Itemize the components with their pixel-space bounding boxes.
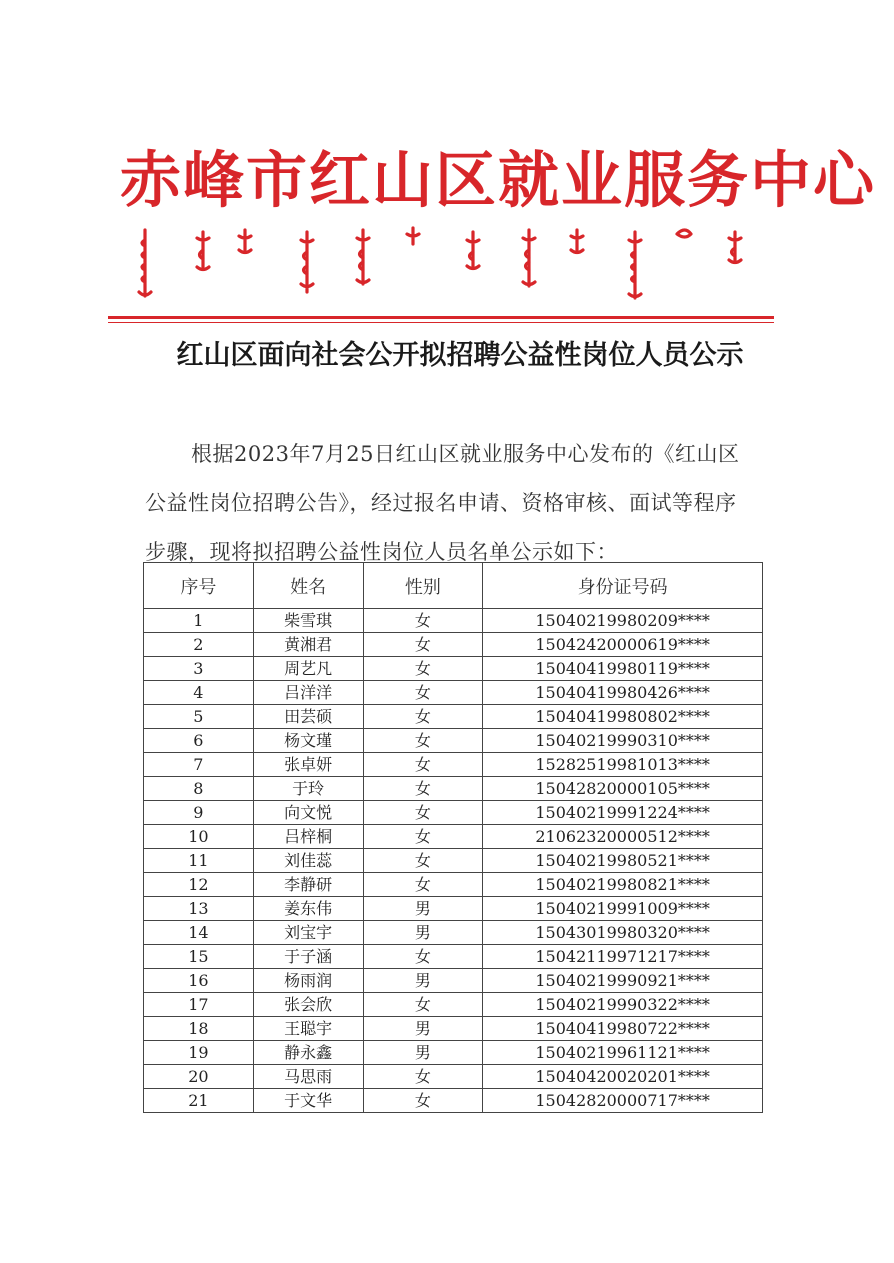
- personnel-table: [143, 562, 763, 1113]
- cell-id-number: 21062320000512****: [483, 825, 763, 849]
- cell-id-number: 15040219990310****: [483, 729, 763, 753]
- table-row: [144, 993, 763, 1017]
- cell-index: 16: [144, 969, 254, 993]
- table-row: [144, 849, 763, 873]
- table-row: [144, 897, 763, 921]
- table-row: [144, 969, 763, 993]
- mongolian-script-logo: [125, 222, 765, 302]
- cell-id-number: 15040219980521****: [483, 849, 763, 873]
- table-body: [144, 609, 763, 1113]
- cell-index: 1: [144, 609, 254, 633]
- cell-gender: 女: [363, 705, 483, 729]
- intro-paragraph: [145, 430, 785, 577]
- cell-id-number: 15040219991224****: [483, 801, 763, 825]
- cell-name: 杨文瑾: [253, 729, 363, 753]
- cell-name: 于子涵: [253, 945, 363, 969]
- cell-index: 19: [144, 1041, 254, 1065]
- cell-id-number: 15042820000717****: [483, 1089, 763, 1113]
- cell-name: 杨雨润: [253, 969, 363, 993]
- cell-gender: 男: [363, 1041, 483, 1065]
- cell-id-number: 15042820000105****: [483, 777, 763, 801]
- cell-index: 15: [144, 945, 254, 969]
- cell-id-number: 15040419980426****: [483, 681, 763, 705]
- table-row: [144, 777, 763, 801]
- header-index: 序号: [144, 563, 254, 609]
- cell-index: 20: [144, 1065, 254, 1089]
- cell-name: 李静研: [253, 873, 363, 897]
- table-row: [144, 729, 763, 753]
- cell-name: 张会欣: [253, 993, 363, 1017]
- cell-id-number: 15043019980320****: [483, 921, 763, 945]
- cell-id-number: 15042420000619****: [483, 633, 763, 657]
- cell-index: 7: [144, 753, 254, 777]
- cell-index: 2: [144, 633, 254, 657]
- cell-index: 9: [144, 801, 254, 825]
- cell-name: 王聪宇: [253, 1017, 363, 1041]
- cell-gender: 女: [363, 729, 483, 753]
- cell-id-number: 15040219991009****: [483, 897, 763, 921]
- cell-id-number: 15040420020201****: [483, 1065, 763, 1089]
- table-row: [144, 1041, 763, 1065]
- cell-name: 向文悦: [253, 801, 363, 825]
- intro-line: 根据2023年7月25日红山区就业服务中心发布的《红山区: [191, 442, 740, 466]
- cell-name: 柴雪琪: [253, 609, 363, 633]
- cell-index: 11: [144, 849, 254, 873]
- cell-gender: 女: [363, 681, 483, 705]
- cell-gender: 女: [363, 633, 483, 657]
- cell-gender: 女: [363, 849, 483, 873]
- cell-name: 于文华: [253, 1089, 363, 1113]
- cell-name: 黄湘君: [253, 633, 363, 657]
- table-row: [144, 681, 763, 705]
- table-row: [144, 801, 763, 825]
- cell-name: 于玲: [253, 777, 363, 801]
- cell-gender: 女: [363, 1089, 483, 1113]
- cell-name: 静永鑫: [253, 1041, 363, 1065]
- letterhead-org-name: 赤峰市红山区就业服务中心: [120, 145, 877, 216]
- cell-index: 17: [144, 993, 254, 1017]
- table-row: [144, 825, 763, 849]
- cell-gender: 女: [363, 873, 483, 897]
- cell-index: 18: [144, 1017, 254, 1041]
- cell-index: 3: [144, 657, 254, 681]
- cell-id-number: 15040419980722****: [483, 1017, 763, 1041]
- header-gender: 性别: [363, 563, 483, 609]
- cell-index: 5: [144, 705, 254, 729]
- table-row: [144, 1089, 763, 1113]
- cell-id-number: 15040219990921****: [483, 969, 763, 993]
- header-id-number: 身份证号码: [483, 563, 763, 609]
- cell-index: 10: [144, 825, 254, 849]
- cell-index: 13: [144, 897, 254, 921]
- cell-index: 12: [144, 873, 254, 897]
- cell-index: 14: [144, 921, 254, 945]
- cell-name: 马思雨: [253, 1065, 363, 1089]
- intro-line: 步骤，现将拟招聘公益性岗位人员名单公示如下：: [145, 540, 618, 564]
- cell-gender: 女: [363, 993, 483, 1017]
- cell-index: 4: [144, 681, 254, 705]
- letterhead-divider-thick: [108, 316, 774, 319]
- cell-gender: 女: [363, 825, 483, 849]
- cell-gender: 男: [363, 921, 483, 945]
- intro-line: 公益性岗位招聘公告》，经过报名申请、资格审核、面试等程序: [145, 491, 737, 515]
- cell-name: 张卓妍: [253, 753, 363, 777]
- cell-gender: 女: [363, 753, 483, 777]
- cell-gender: 女: [363, 801, 483, 825]
- cell-gender: 女: [363, 777, 483, 801]
- cell-id-number: 15040219980821****: [483, 873, 763, 897]
- cell-name: 吕洋洋: [253, 681, 363, 705]
- cell-id-number: 15040419980119****: [483, 657, 763, 681]
- cell-index: 6: [144, 729, 254, 753]
- table-row: [144, 753, 763, 777]
- cell-id-number: 15042119971217****: [483, 945, 763, 969]
- cell-name: 周艺凡: [253, 657, 363, 681]
- table-row: [144, 873, 763, 897]
- document-title: 红山区面向社会公开拟招聘公益性岗位人员公示: [176, 340, 744, 371]
- cell-gender: 男: [363, 897, 483, 921]
- table-row: [144, 945, 763, 969]
- cell-name: 姜东伟: [253, 897, 363, 921]
- letterhead-divider-thin: [108, 322, 774, 323]
- cell-id-number: 15282519981013****: [483, 753, 763, 777]
- cell-id-number: 15040219980209****: [483, 609, 763, 633]
- cell-id-number: 15040419980802****: [483, 705, 763, 729]
- table-row: [144, 633, 763, 657]
- cell-gender: 男: [363, 1017, 483, 1041]
- cell-name: 刘宝宇: [253, 921, 363, 945]
- table-row: [144, 1017, 763, 1041]
- cell-name: 田芸硕: [253, 705, 363, 729]
- cell-gender: 男: [363, 969, 483, 993]
- table-row: [144, 705, 763, 729]
- table-row: [144, 1065, 763, 1089]
- header-name: 姓名: [253, 563, 363, 609]
- cell-name: 吕梓桐: [253, 825, 363, 849]
- cell-gender: 女: [363, 1065, 483, 1089]
- table-header-row: [144, 563, 763, 609]
- cell-gender: 女: [363, 657, 483, 681]
- cell-id-number: 15040219961121****: [483, 1041, 763, 1065]
- cell-index: 21: [144, 1089, 254, 1113]
- table-row: [144, 609, 763, 633]
- cell-gender: 女: [363, 609, 483, 633]
- table-row: [144, 921, 763, 945]
- cell-index: 8: [144, 777, 254, 801]
- cell-gender: 女: [363, 945, 483, 969]
- table-row: [144, 657, 763, 681]
- cell-id-number: 15040219990322****: [483, 993, 763, 1017]
- cell-name: 刘佳蕊: [253, 849, 363, 873]
